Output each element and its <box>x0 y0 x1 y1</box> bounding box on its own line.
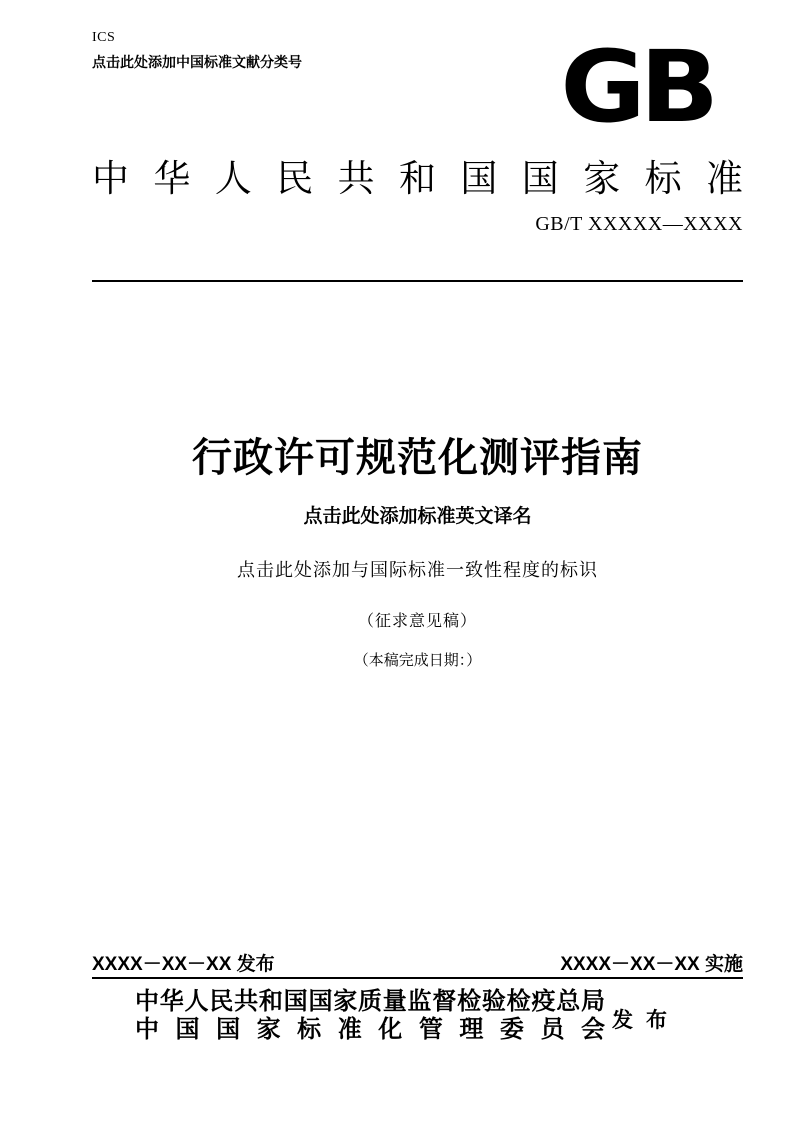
footer-divider-line <box>92 977 743 979</box>
release-label: 发布 <box>612 1009 680 1032</box>
ics-label: ICS <box>92 30 116 45</box>
draft-status-note: （征求意见稿） <box>357 613 477 630</box>
implement-date[interactable]: XXXX－XX－XX 实施 <box>560 954 743 975</box>
international-consistency-placeholder[interactable]: 点击此处添加与国际标准一致性程度的标识 <box>237 560 598 580</box>
issue-date[interactable]: XXXX－XX－XX 发布 <box>92 954 275 975</box>
publisher-block <box>135 988 605 1044</box>
page-content <box>92 0 743 1122</box>
dates-row <box>92 949 743 976</box>
completion-date-note[interactable]: （本稿完成日期：） <box>353 653 482 669</box>
gb-logo: GB <box>560 29 713 145</box>
header-divider-line <box>92 280 743 282</box>
document-title[interactable]: 行政许可规范化测评指南 <box>192 436 643 480</box>
publisher-line-2: 中国国家标准化管理委员会 <box>135 1017 605 1043</box>
national-standard-heading: 中华人民共和国国家标准 <box>92 159 743 200</box>
ics-classification-placeholder[interactable]: 点击此处添加中国标准文献分类号 <box>92 54 302 70</box>
publisher-line-1: 中华人民共和国国家质量监督检验检疫总局 <box>135 989 605 1015</box>
standard-number[interactable]: GB/T XXXXX—XXXX <box>535 213 743 235</box>
english-title-placeholder[interactable]: 点击此处添加标准英文译名 <box>303 506 532 527</box>
